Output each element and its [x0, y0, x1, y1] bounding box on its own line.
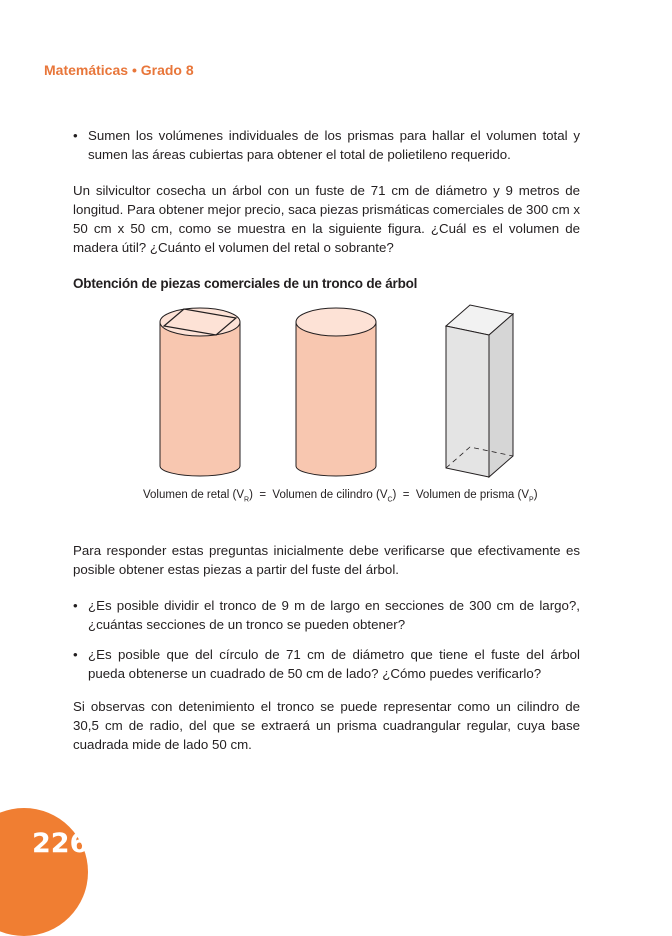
question-text: ¿Es posible que del círculo de 71 cm de diámetro que tiene el fuste del árbol pueda obtenerse un cuadrado de 50 cm de lado? ¿Cómo puedes verificarlo?	[88, 647, 580, 681]
caption-close: )	[392, 489, 397, 501]
caption-prisma-sub: P	[529, 496, 534, 504]
bullet-dot: •	[73, 128, 78, 143]
caption-equals: =	[259, 489, 267, 501]
question-bullet	[73, 596, 580, 634]
question-bullet	[73, 645, 580, 683]
trunk-cylinder-with-square	[160, 308, 240, 476]
trunk-figure	[140, 300, 540, 485]
square-prism	[446, 305, 513, 477]
problem-paragraph: Un silvicultor cosecha un árbol con un fuste de 71 cm de diámetro y 9 metros de longitud. Para obtener mejor precio, saca piezas prismáticas comerciales de 300 cm x 50 cm x 50 cm, como se muestra en la siguiente figura. ¿Cuál es el volumen de madera útil? ¿Cuánto el volumen del retal o sobrante?	[73, 183, 580, 255]
caption-equals: =	[402, 489, 410, 501]
question-text: ¿Es posible dividir el tronco de 9 m de largo en secciones de 300 cm de largo?, ¿cuántas secciones de un tronco se pueden obtener?	[88, 598, 580, 632]
caption-close: )	[533, 489, 538, 501]
caption-retal: Volumen de retal (V	[143, 489, 245, 501]
figure-title: Obtención de piezas comerciales de un tronco de árbol	[73, 276, 418, 291]
caption-close: )	[249, 489, 253, 501]
caption-retal-sub: R	[244, 496, 250, 504]
page-header	[44, 62, 194, 78]
header-grade: Grado 8	[140, 62, 194, 78]
page-number: 226	[32, 828, 89, 859]
header-subject: Matemáticas	[44, 62, 129, 78]
instruction-bullet	[73, 126, 580, 164]
conclusion-paragraph: Si observas con detenimiento el tronco se puede representar como un cilindro de 30,5 cm de radio, del que se extraerá un prisma cuadrangular regular, cuya base cuadrada mide de lado 50 cm.	[73, 699, 580, 752]
header-separator: •	[131, 62, 137, 78]
caption-prisma: Volumen de prisma (V	[415, 489, 530, 501]
bullet-dot: •	[73, 598, 78, 613]
figure-caption	[143, 489, 538, 503]
caption-cilindro-sub: C	[387, 496, 393, 504]
bullet-dot: •	[73, 647, 78, 662]
bullet-text: Sumen los volúmenes individuales de los prismas para hallar el volumen total y sumen las áreas cubiertas para obtener el total de polietileno requerido.	[88, 128, 580, 162]
intro-paragraph: Para responder estas preguntas inicialmente debe verificarse que efectivamente es posible obtener estas piezas a partir del fuste del árbol.	[73, 543, 580, 577]
caption-cilindro: Volumen de cilindro (V	[272, 489, 388, 501]
trunk-cylinder	[296, 308, 376, 476]
